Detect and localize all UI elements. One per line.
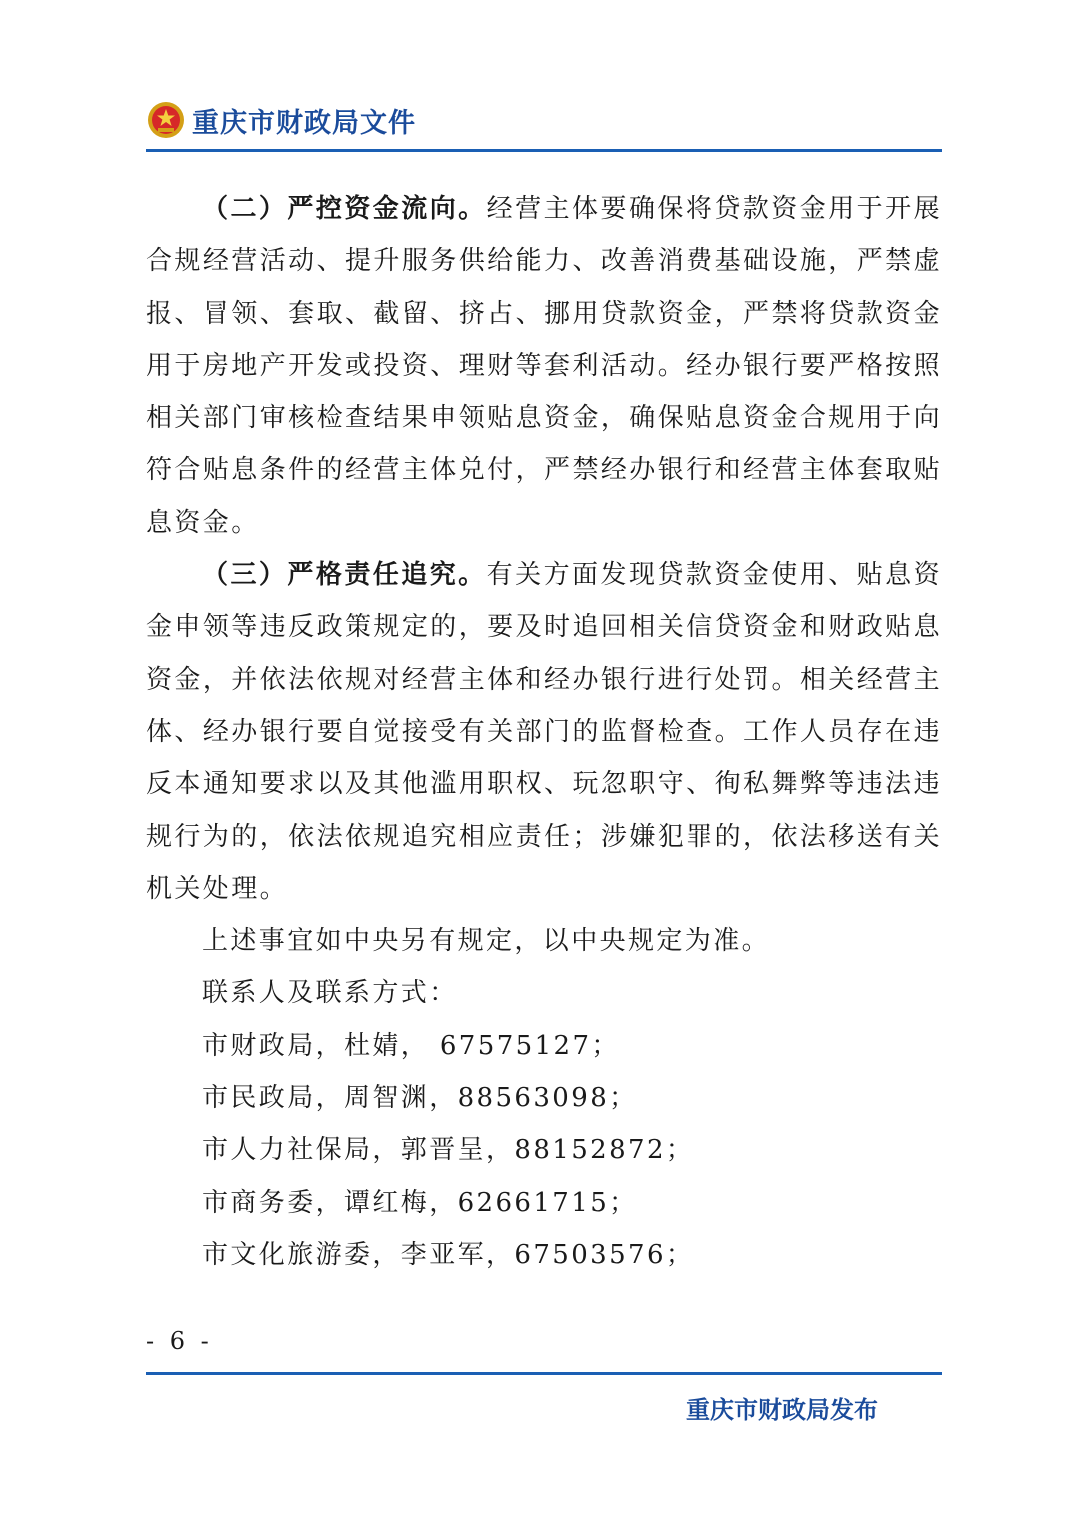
header-divider [146,149,942,152]
contacts-title: 联系人及联系方式： [202,978,458,1009]
national-emblem-icon [146,100,186,140]
page-number: - 6 - [146,1327,213,1355]
contact-line: 市商务委，谭红梅，62661715； [202,1187,638,1218]
footer-divider [146,1372,942,1375]
contact-line: 市人力社保局，郭晋呈，88152872； [202,1135,695,1166]
section-2-text: 经营主体要确保将贷款资金用于开展合规经营活动、提升服务供给能力、改善消费基础设施，严禁虚报、冒领、套取、截留、挤占、挪用贷款资金，严禁将贷款资金用于房地产开发或投资、理财等套利活动。经办银行要严格按照相关部门审核检查结果申领贴息资金，确保贴息资金合规用于向符合贴息条件的经营主体兑付，严禁经办银行和经营主体套取贴息资金。 [146,194,942,538]
footer-publisher: 重庆市财政局发布 [686,1396,878,1424]
note-line: 上述事宜如中央另有规定，以中央规定为准。 [202,926,771,957]
document-body [146,183,942,1281]
document-header [146,96,416,144]
contact-line: 市财政局，杜婧， 67575127； [202,1030,620,1061]
section-3-paragraph [146,549,942,915]
section-2-heading: （二）严控资金流向。 [202,194,487,224]
header-title: 重庆市财政局文件 [192,107,416,139]
section-3-text: 有关方面发现贷款资金使用、贴息资金申领等违反政策规定的，要及时追回相关信贷资金和财政贴息资金，并依法依规对经营主体和经办银行进行处罚。相关经营主体、经办银行要自觉接受有关部门的监督检查。工作人员存在违反本通知要求以及其他滥用职权、玩忽职守、徇私舞弊等违法违规行为的，依法依规追究相应责任；涉嫌犯罪的，依法移送有关机关处理。 [146,560,942,904]
contact-line: 市民政局，周智渊，88563098； [202,1083,638,1114]
section-3-heading: （三）严格责任追究。 [202,560,487,591]
section-2-paragraph [146,183,942,549]
contact-line: 市文化旅游委，李亚军，67503576； [202,1239,695,1270]
